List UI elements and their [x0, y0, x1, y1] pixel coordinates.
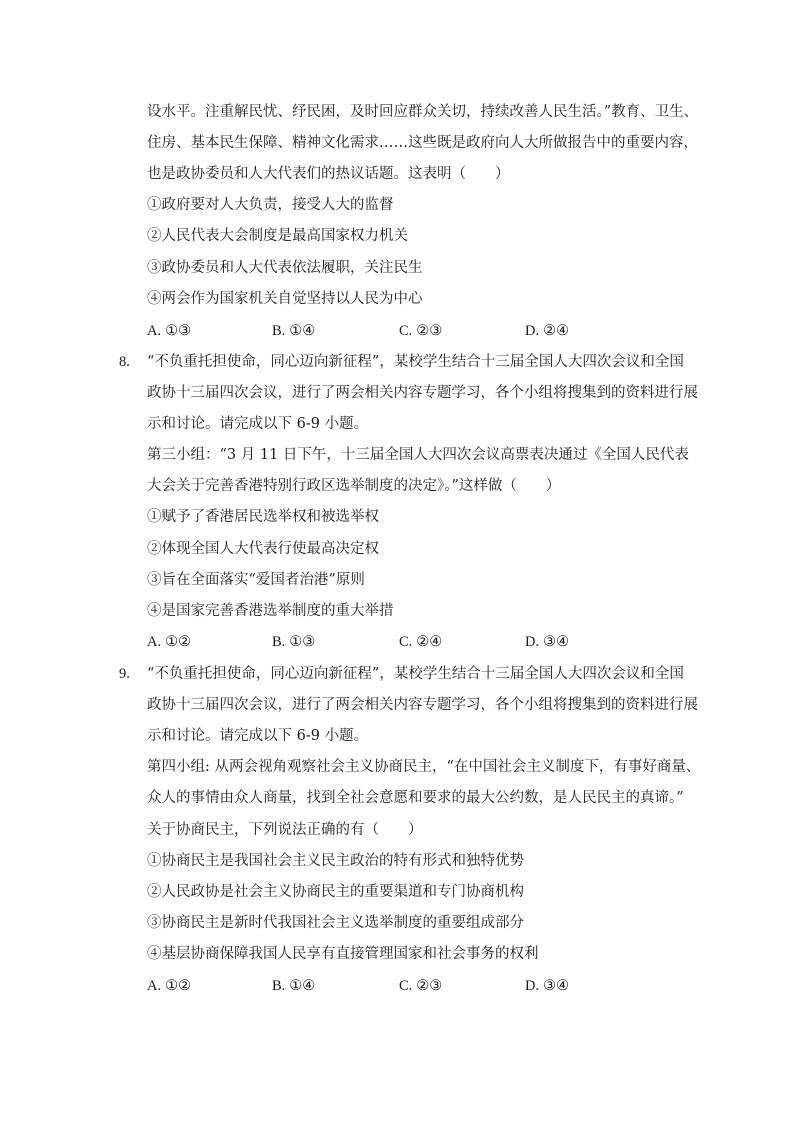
q8-stem-line: “不负重托担使命，同心迈向新征程”，某校学生结合十三届全国人大四次会议和全国	[147, 354, 684, 370]
q8-stem-line: 大会关于完善香港特别行政区选举制度的决定》。”这样做（ ）	[147, 478, 561, 494]
q9-item-2: ②人民政协是社会主义协商民主的重要渠道和专门协商机构	[147, 884, 524, 900]
q7-option-a[interactable]: A. ①③	[147, 323, 192, 339]
q9-option-b[interactable]: B. ①④	[272, 978, 316, 994]
q7-item-3: ③政协委员和人大代表依法履职，关注民生	[147, 260, 423, 276]
q9-item-3: ③协商民主是新时代我国社会主义选举制度的重要组成部分	[147, 915, 524, 931]
q9-item-1: ①协商民主是我国社会主义民主政治的特有形式和独特优势	[147, 853, 524, 869]
q7-option-c[interactable]: C. ②③	[399, 323, 443, 339]
q7-item-2: ②人民代表大会制度是最高国家权力机关	[147, 228, 408, 244]
q7-item-4: ④两会作为国家机关自觉坚持以人民为中心	[147, 291, 423, 307]
q9-option-d[interactable]: D. ③④	[525, 978, 570, 994]
q9-stem-line: 示和讨论。请完成以下 6-9 小题。	[147, 728, 369, 744]
q9-stem-line: “不负重托担使命，同心迈向新征程”，某校学生结合十三届全国人大四次会议和全国	[147, 666, 684, 682]
q9-stem-line: 关于协商民主，下列说法正确的有（ ）	[147, 822, 423, 838]
q9-item-4: ④基层协商保障我国人民享有直接管理国家和社会事务的权利	[147, 946, 539, 962]
q8-number: 8.	[119, 354, 130, 370]
q7-stem-line: 设水平。注重解民忧、纾民困，及时回应群众关切，持续改善人民生活。”教育、卫生、	[147, 104, 699, 120]
q8-item-3: ③旨在全面落实“爱国者治港”原则	[147, 572, 365, 588]
q8-option-a[interactable]: A. ①②	[147, 634, 192, 650]
q7-options	[147, 321, 667, 341]
q9-number: 9.	[119, 666, 130, 682]
q9-option-c[interactable]: C. ②③	[399, 978, 443, 994]
q8-option-c[interactable]: C. ②④	[399, 634, 443, 650]
q8-item-4: ④是国家完善香港选举制度的重大举措	[147, 603, 394, 619]
q8-stem-line: 第三小组：“3 月 11 日下午，十三届全国人大四次会议高票表决通过《全国人民代表	[147, 447, 689, 463]
q7-stem-line: 也是政协委员和人大代表们的热议话题。这表明（ ）	[147, 166, 510, 182]
q8-options	[147, 632, 667, 652]
q8-option-d[interactable]: D. ③④	[525, 634, 570, 650]
q9-stem-line: 众人的事情由众人商量，找到全社会意愿和要求的最大公约数，是人民民主的真谛。”	[147, 790, 684, 806]
q8-stem-line: 政协十三届四次会议，进行了两会相关内容专题学习，各个小组将搜集到的资料进行展	[147, 385, 698, 401]
q7-option-d[interactable]: D. ②④	[525, 323, 570, 339]
q7-stem-line: 住房、基本民生保障、精神文化需求……这些既是政府向人大所做报告中的重要内容，	[147, 135, 698, 151]
q8-item-2: ②体现全国人大代表行使最高决定权	[147, 541, 379, 557]
q9-option-a[interactable]: A. ①②	[147, 978, 192, 994]
q7-option-b[interactable]: B. ①④	[272, 323, 316, 339]
q9-stem-line: 第四小组: 从两会视角观察社会主义协商民主，“在中国社会主义制度下，有事好商量、	[147, 759, 701, 775]
q9-stem-line: 政协十三届四次会议，进行了两会相关内容专题学习，各个小组将搜集到的资料进行展	[147, 697, 698, 713]
q8-item-1: ①赋予了香港居民选举权和被选举权	[147, 509, 379, 525]
q9-options	[147, 976, 667, 996]
q8-stem-line: 示和讨论。请完成以下 6-9 小题。	[147, 416, 369, 432]
q8-option-b[interactable]: B. ①③	[272, 634, 316, 650]
q7-item-1: ①政府要对人大负责，接受人大的监督	[147, 197, 394, 213]
